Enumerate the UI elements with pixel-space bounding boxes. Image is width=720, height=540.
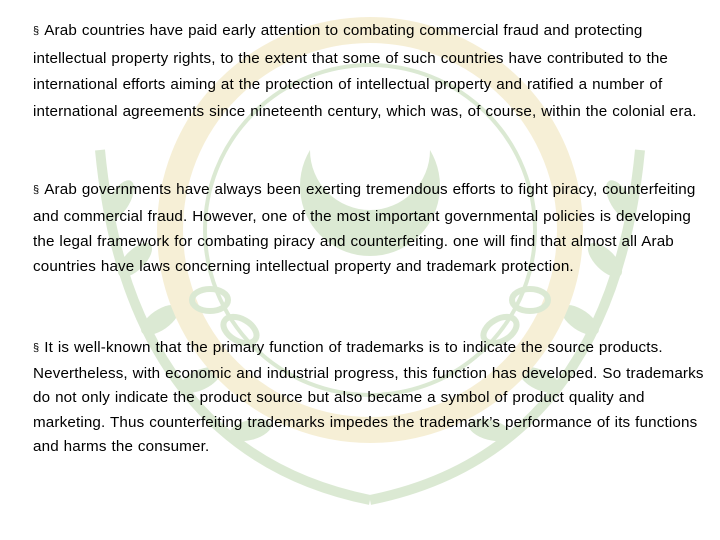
bullet-paragraph-3: [33, 336, 705, 460]
paragraph-text: It is well-known that the primary function of trademarks is to indicate the source products. Nevertheless, with economic and industrial progress, this function has developed. So trademarks do not only indicate the product source but also became a symbol of product quality and marketing. Thus counterfeiting trademarks impedes the trademark’s performance of its functions and harms the consumer.: [33, 339, 704, 455]
paragraph-text: Arab countries have paid early attention to combating commercial fraud and protecting intellectual property rights, to the extent that some of such countries have contributed to the international efforts aiming at the protection of intellectual property and ratified a number of international agreements since nineteenth century, which was, of course, within the colonial era.: [33, 22, 697, 120]
bullet-icon: §: [33, 184, 40, 196]
bullet-icon: §: [33, 25, 40, 37]
bullet-icon: §: [33, 342, 40, 354]
bullet-paragraph-2: [33, 177, 705, 279]
bullet-paragraph-1: [33, 18, 705, 125]
paragraph-text: Arab governments have always been exerting tremendous efforts to fight piracy, counterfeiting and commercial fraud. However, one of the most important governmental policies is developing the legal framework for combating piracy and counterfeiting. one will find that almost all Arab countries have laws concerning intellectual property and trademark protection.: [33, 181, 696, 275]
